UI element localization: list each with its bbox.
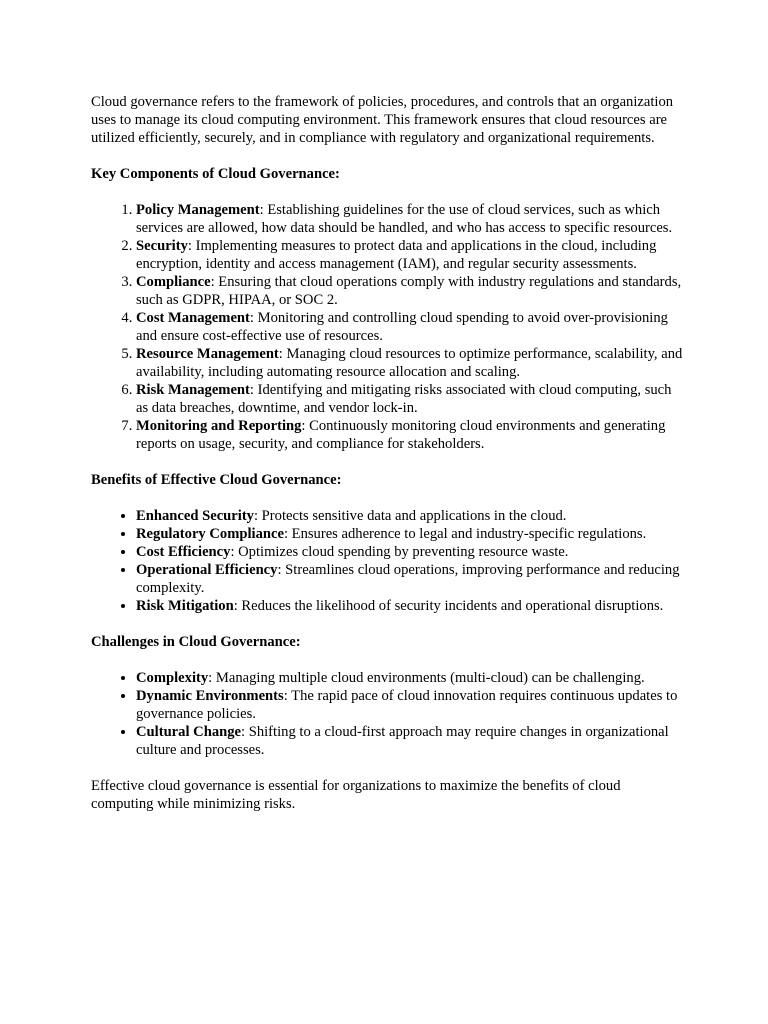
challenges-heading: Challenges in Cloud Governance:: [91, 634, 301, 650]
item-text: : Ensures adherence to legal and industry-specific regulations.: [283, 526, 647, 542]
benefits-heading: Benefits of Effective Cloud Governance:: [91, 472, 342, 488]
item-text: : Monitoring and controlling cloud spending to avoid over-provisioning and ensure cost-effective use of resources.: [136, 310, 668, 344]
list-item: [136, 201, 683, 237]
list-item: [136, 561, 683, 597]
list-item: [136, 237, 683, 273]
item-text: : Implementing measures to protect data and applications in the cloud, including encryption, identity and access management (IAM), and regular security assessments.: [136, 238, 657, 272]
list-item: [136, 525, 683, 543]
list-item: [136, 723, 683, 759]
item-text: : Streamlines cloud operations, improving performance and reducing complexity.: [136, 562, 680, 596]
item-text: : Ensuring that cloud operations comply with industry regulations and standards, such as GDPR, HIPAA, or SOC 2.: [136, 274, 682, 308]
item-text: : Shifting to a cloud-first approach may require changes in organizational culture and processes.: [136, 724, 669, 758]
item-term: Cost Management: [136, 310, 250, 326]
item-term: Complexity: [136, 670, 209, 686]
item-text: : Establishing guidelines for the use of cloud services, such as which services are allowed, how data should be handled, and who has access to specific resources.: [136, 202, 673, 236]
challenges-list: [91, 669, 683, 759]
item-text: : Optimizes cloud spending by preventing resource waste.: [230, 544, 569, 560]
list-item: [136, 543, 683, 561]
list-item: [136, 309, 683, 345]
intro-paragraph: Cloud governance refers to the framework of policies, procedures, and controls that an organization uses to manage its cloud computing environment. This framework ensures that cloud resources are utilized efficiently, securely, and in compliance with regulatory and organizational requirements.: [91, 94, 674, 146]
item-term: Cultural Change: [136, 724, 242, 740]
conclusion-paragraph: Effective cloud governance is essential for organizations to maximize the benefits of cloud computing while minimizing risks.: [91, 778, 621, 812]
item-term: Compliance: [136, 274, 211, 290]
key-components-list: [91, 201, 683, 453]
item-term: Operational Efficiency: [136, 562, 278, 578]
item-text: : Continuously monitoring cloud environments and generating reports on usage, security, and compliance for stakeholders.: [136, 418, 666, 452]
list-item: [136, 687, 683, 723]
item-term: Risk Mitigation: [136, 598, 234, 614]
document-page: [91, 93, 683, 813]
item-term: Dynamic Environments: [136, 688, 284, 704]
list-item: [136, 417, 683, 453]
item-term: Regulatory Compliance: [136, 526, 284, 542]
item-text: : Managing multiple cloud environments (multi-cloud) can be challenging.: [208, 670, 645, 686]
item-term: Monitoring and Reporting: [136, 418, 302, 434]
item-term: Enhanced Security: [136, 508, 254, 524]
list-item: [136, 345, 683, 381]
list-item: [136, 273, 683, 309]
item-term: Resource Management: [136, 346, 279, 362]
item-term: Policy Management: [136, 202, 260, 218]
list-item: [136, 381, 683, 417]
item-term: Risk Management: [136, 382, 250, 398]
item-text: : Reduces the likelihood of security incidents and operational disruptions.: [233, 598, 664, 614]
item-text: : Managing cloud resources to optimize performance, scalability, and availability, including automating resource allocation and scaling.: [136, 346, 683, 380]
key-components-heading: Key Components of Cloud Governance:: [91, 166, 340, 182]
item-term: Security: [136, 238, 188, 254]
item-term: Cost Efficiency: [136, 544, 231, 560]
item-text: : Identifying and mitigating risks associated with cloud computing, such as data breaches, downtime, and vendor lock-in.: [136, 382, 672, 416]
list-item: [136, 507, 683, 525]
item-text: : Protects sensitive data and applications in the cloud.: [253, 508, 567, 524]
list-item: [136, 597, 683, 615]
list-item: [136, 669, 683, 687]
item-text: : The rapid pace of cloud innovation requires continuous updates to governance policies.: [136, 688, 678, 722]
benefits-list: [91, 507, 683, 615]
